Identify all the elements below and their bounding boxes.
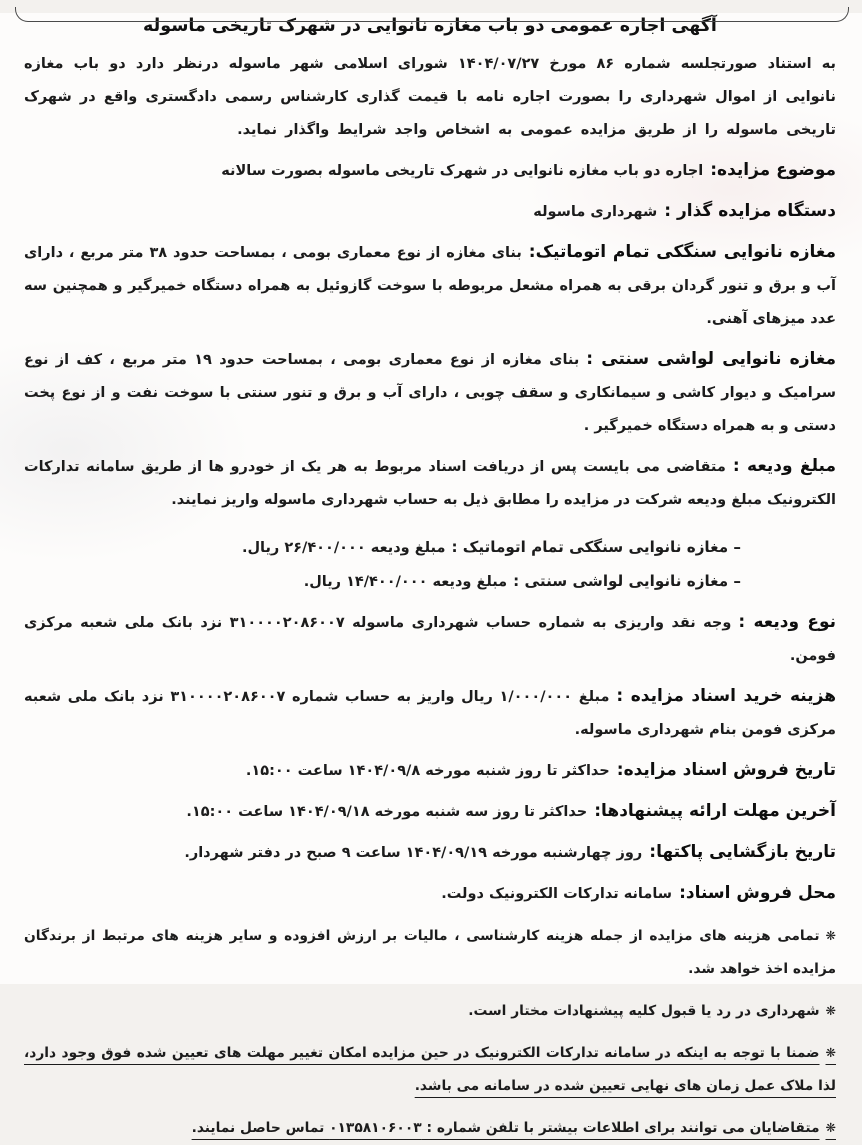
deposit-line-lavash (24, 565, 836, 599)
section-deposit-type (24, 606, 836, 673)
section-text: سامانه تدارکات الکترونیک دولت. (441, 886, 673, 902)
section-document-sale-date (24, 754, 836, 788)
section-document-fee (24, 680, 836, 747)
asterisk-icon: ❋ (825, 1045, 836, 1060)
section-submission-deadline (24, 795, 836, 829)
section-text: بنای مغازه از نوع معماری بومی ، بمساحت حدود ۳۸ متر مربع ، دارای آب و برق و تنور گردان برقی به همراه مشعل مربوطه با سوخت گازوئیل به همراه دستگاه خمیرگیر و همچنین سه عدد میزهای آهنی. (24, 245, 836, 327)
section-text: حداکثر تا روز سه شنبه مورخه ۱۴۰۴/۰۹/۱۸ ساعت ۱۵:۰۰. (186, 804, 588, 820)
intro-paragraph: به استناد صورتجلسه شماره ۸۶ مورخ ۱۴۰۴/۰۷/۲۷ شورای اسلامی شهر ماسوله درنظر دارد دو باب مغازه نانوایی از اموال شهرداری را بصورت اجاره نامه با قیمت گذاری کارشناس رسمی دادگستری واقع در شهرک تاریخی ماسوله را از طریق مزایده عمومی به اشخاص واجد شرایط واگذار نماید. (24, 56, 836, 138)
deposit-line-text: مبلغ ودیعه ۲۶/۴۰۰/۰۰۰ ریال. (241, 540, 446, 556)
section-label: موضوع مزایده: (710, 160, 836, 180)
section-shop-sangak (24, 236, 836, 336)
section-label: هزینه خرید اسناد مزایده : (616, 686, 836, 706)
deposit-line-label: – مغازه نانوایی لواشی سنتی : (513, 572, 741, 590)
section-text: بنای مغازه از نوع معماری بومی ، بمساحت حدود ۱۹ متر مربع ، کف از نوع سرامیک و دیوار کاشی و سیمانکاری و سقف چوبی ، دارای آب و برق و تنور سنتی با سوخت نفت و از نوع پخت دستی و به همراه دستگاه خمیرگیر . (24, 352, 836, 434)
section-text: متقاضی می بایست پس از دریافت اسناد مربوط به هر یک از خودرو ها از طریق سامانه تدارکات الکترونیک مبلغ ودیعه شرکت در مزایده را مطابق ذیل به حساب شهرداری ماسوله واریز نمایند. (24, 459, 836, 508)
asterisk-icon: ❋ (825, 928, 836, 943)
note-costs (24, 919, 836, 986)
deposit-line-label: – مغازه نانوایی سنگکی تمام اتوماتیک : (451, 538, 741, 556)
section-label: تاریخ فروش اسناد مزایده: (616, 760, 836, 780)
section-shop-lavash (24, 343, 836, 443)
section-label: دستگاه مزایده گذار : (664, 201, 836, 221)
section-auction-holder (24, 195, 836, 229)
note-text: متقاضایان می توانند برای اطلاعات بیشتر با تلفن شماره : ۰۱۳۵۸۱۰۶۰۰۳ تماس حاصل نمایند. (191, 1120, 820, 1136)
section-text: شهرداری ماسوله (533, 204, 658, 220)
note-municipality-right (24, 994, 836, 1028)
section-text: روز چهارشنبه مورخه ۱۴۰۴/۰۹/۱۹ ساعت ۹ صبح در دفتر شهردار. (184, 845, 643, 861)
page-top-border (15, 7, 849, 22)
section-label: مغازه نانوایی لواشی سنتی : (586, 349, 836, 369)
note-contact-phone (24, 1111, 836, 1145)
note-deadline-change (24, 1036, 836, 1103)
asterisk-icon: ❋ (825, 1003, 836, 1018)
section-deposit-amount (24, 450, 836, 517)
section-envelope-opening-date (24, 836, 836, 870)
section-label: محل فروش اسناد: (679, 883, 836, 903)
section-text: وجه نقد واریزی به شماره حساب شهرداری ماسوله ۳۱۰۰۰۰۲۰۸۶۰۰۷ نزد بانک ملی شعبه مرکزی فومن. (24, 615, 836, 664)
note-text: شهرداری در رد یا قبول کلیه پیشنهادات مختار است. (468, 1003, 820, 1019)
announcement-document (0, 13, 862, 1136)
section-text: اجاره دو باب مغازه نانوایی در شهرک تاریخی ماسوله بصورت سالانه (221, 163, 704, 179)
section-text: حداکثر تا روز شنبه مورخه ۱۴۰۴/۰۹/۸ ساعت ۱۵:۰۰. (245, 763, 610, 779)
note-text: تمامی هزینه های مزایده از جمله هزینه کارشناسی ، مالیات بر ارزش افزوده و سایر هزینه های مرتبط از برندگان مزایده اخذ خواهد شد. (24, 928, 836, 977)
section-label: نوع ودیعه : (738, 612, 837, 632)
section-label: مغازه نانوایی سنگکی تمام اتوماتیک: (528, 242, 837, 262)
section-label: تاریخ بازگشایی پاکتها: (649, 842, 836, 862)
deposit-line-sangak (24, 531, 836, 565)
section-auction-subject (24, 154, 836, 188)
section-label: آخرین مهلت ارائه پیشنهادها: (594, 801, 836, 821)
asterisk-icon: ❋ (825, 1120, 836, 1135)
deposit-line-text: مبلغ ودیعه ۱۴/۴۰۰/۰۰۰ ریال. (303, 574, 508, 590)
section-sale-location (24, 877, 836, 911)
section-text: مبلغ ۱/۰۰۰/۰۰۰ ریال واریز به حساب شماره ۳۱۰۰۰۰۲۰۸۶۰۰۷ نزد بانک ملی شعبه مرکزی فومن بنام شهرداری ماسوله. (24, 689, 836, 738)
note-text: ضمنا با توجه به اینکه در سامانه تدارکات الکترونیک در حین مزایده امکان تغییر مهلت های تعیین شده فوق وجود دارد، لذا ملاک عمل زمان های نهایی تعیین شده در سامانه می باشد. (24, 1045, 836, 1094)
page-title: آگهی اجاره عمومی دو باب مغازه نانوایی در شهرک تاریخی ماسوله (143, 16, 717, 36)
section-label: مبلغ ودیعه : (732, 456, 836, 476)
